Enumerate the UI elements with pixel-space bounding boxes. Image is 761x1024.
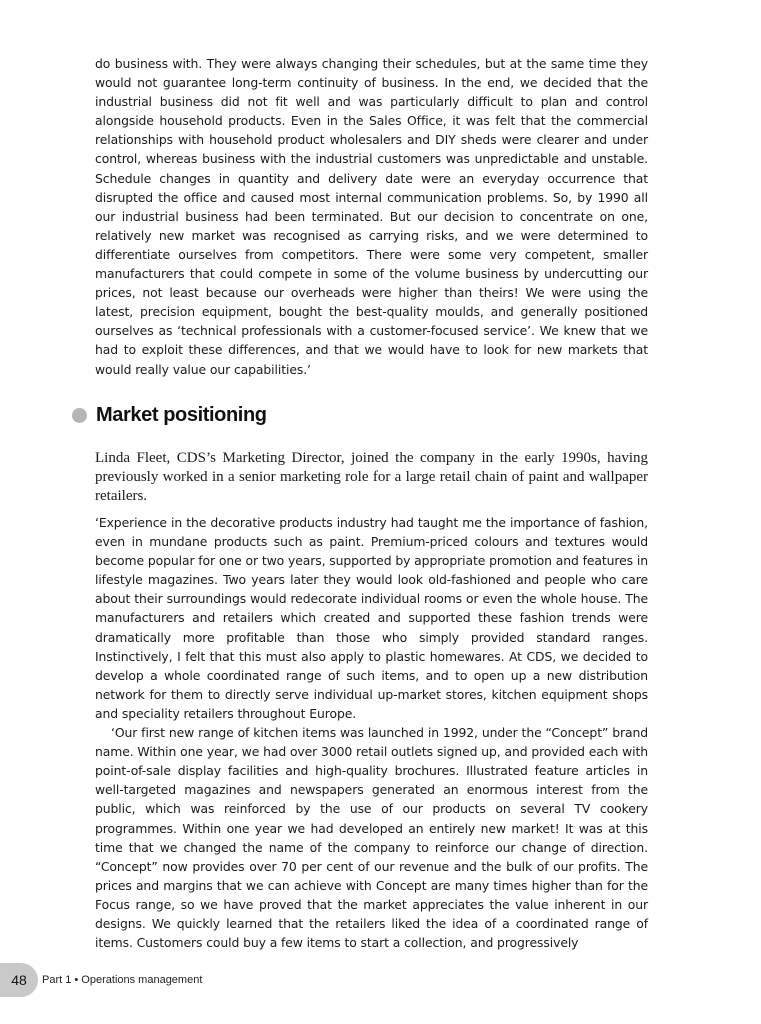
section-heading (72, 401, 267, 429)
section-title: Market positioning (96, 403, 267, 426)
continued-paragraph: do business with. They were always changing their schedules, but at the same time they would not guarantee long-term continuity of business. In the end, we decided that the industrial business did not fit well and was particularly difficult to plan and control alongside household products. Even in the Sales Office, it was felt that the commercial relationships with household product wholesalers and DIY sheds were clearer and under control, whereas business with the industrial customers was unpredictable and unstable. Schedule changes in quantity and delivery date were an everyday occurrence that disrupted the office and caused most internal communication problems. So, by 1990 all our industrial business had been terminated. But our decision to concentrate on one, relatively new market was recognised as carrying risks, and we were determined to differentiate ourselves from competitors. There were some very competent, smaller manufacturers that could compete in some of the volume business by undercutting our prices, not least because our overheads were higher than theirs! We were using the latest, precision equipment, bought the best-quality moulds, and generally positioned ourselves as ‘technical professionals with a customer-focused service’. We knew that we had to exploit these differences, and that we would have to look for new markets that would really value our capabilities.’ (95, 56, 648, 377)
section-intro-block (95, 449, 648, 506)
quote-paragraph: ‘Experience in the decorative products industry had taught me the importance of fashion, even in mundane products such as paint. Premium-priced colours and textures would become popular for one or two years, supported by appropriate promotion and features in lifestyle magazines. Two years later they would look old-fashioned and people who care about their surroundings would redecorate individual rooms or even the whole house. The manufacturers and retailers which created and supported these fashion trends were dramatically more profitable than those who simply provided standard ranges. Instinctively, I felt that this must also apply to plastic homewares. At CDS, we decided to develop a whole coordinated range of such items, and to open up a new distribution network for them to directly serve individual up-market stores, kitchen equipment shops and speciality retailers throughout Europe. (95, 515, 648, 721)
quote-block (95, 513, 648, 952)
running-head: Part 1 • Operations management (42, 974, 203, 986)
page-number: 48 (0, 963, 38, 997)
heading-bullet-icon (72, 408, 87, 423)
page-footer (0, 962, 202, 998)
continued-quote-block (95, 54, 648, 379)
quote-paragraph: ‘Our first new range of kitchen items was launched in 1992, under the “Concept” brand name. Within one year, we had over 3000 retail outlets signed up, and provided each with point-of-sale display facilities and high-quality brochures. Illustrated feature articles in well-targeted magazines and newspapers generated an enormous interest from the public, which was reinforced by the use of our products on several TV cookery programmes. Within one year we had developed an entirely new market! It was at this time that we changed the name of the company to reinforce our change of direction. “Concept” now provides over 70 per cent of our revenue and the bulk of our profits. The prices and margins that we can achieve with Concept are many times higher than for the Focus range, so we have proved that the market appreciates the value inherent in our designs. We quickly learned that the retailers liked the idea of a coordinated range of items. Customers could buy a few items to start a collection, and progressively (95, 725, 648, 951)
section-intro-paragraph: Linda Fleet, CDS’s Marketing Director, joined the company in the early 1990s, having previously worked in a senior marketing role for a large retail chain of paint and wallpaper retailers. (95, 450, 648, 504)
